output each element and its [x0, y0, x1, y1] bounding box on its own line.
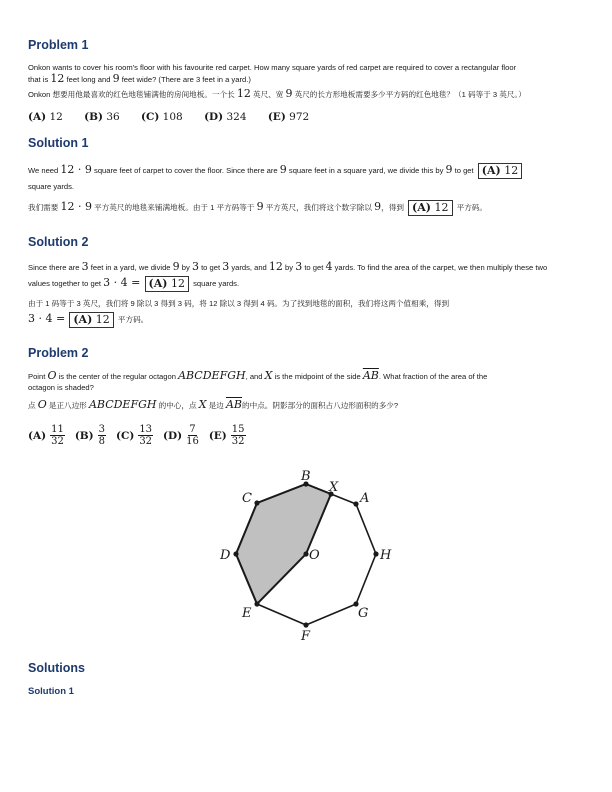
- choice-c: (C) $\frac{13}{32}$: [116, 424, 153, 447]
- octagon-figure: [200, 460, 410, 645]
- choice-d: (D) $\frac{7}{16}$: [163, 424, 199, 447]
- label-H: H: [380, 548, 392, 563]
- solution-1-answer-box: (A) 12: [478, 163, 522, 179]
- label-C: C: [242, 491, 252, 506]
- choice-b: (B) $\frac{3}{8}$: [74, 424, 106, 447]
- label-F: F: [301, 629, 311, 644]
- label-B: B: [301, 469, 311, 484]
- choice-c: (C) 108: [141, 111, 183, 123]
- solution-1-heading: Solution 1: [28, 136, 89, 150]
- problem-2-choices: [28, 424, 256, 447]
- problem-1-heading: Problem 1: [28, 38, 89, 52]
- solution-1-text-en: We need 12 · 9 square feet of carpet to cover the floor. Since there are 9 square feet in a square yard, we divide this by 9 to get (A) 12 square yards.: [28, 162, 588, 195]
- solutions-subheading: Solution 1: [28, 686, 74, 697]
- solutions-heading: Solutions: [28, 661, 85, 675]
- label-X: X: [329, 480, 339, 495]
- problem-2-text-en: Point O is the center of the regular octagon ABCDEFGH, and X is the midpoint of the side $\overline{AB}$. What fraction of the area of the octagon is shaded?: [28, 369, 488, 392]
- problem-1-text-zh: Onkon 想要用他最喜欢的红色地毯铺满他的房间地板。一个长 12 英尺、宽 9 英尺的长方形地板需要多少平方码的红色地毯？（1 码等于 3 英尺。）: [28, 87, 526, 100]
- problem-2-text-zh: 点 O 是正八边形 ABCDEFGH 的中心，点 X 是边 $\overline{AB}$的中点。阴影部分的面积占八边形面积的多少?: [28, 398, 399, 411]
- problem-2-heading: Problem 2: [28, 346, 89, 360]
- label-E: E: [242, 606, 252, 621]
- label-D: D: [220, 548, 231, 563]
- label-A: A: [360, 491, 370, 506]
- solution-1-text-zh: 我们需要 12 · 9 平方英尺的地毯来铺满地板。由于 1 平方码等于 9 平方英尺，我们将这个数字除以 9，得到 (A) 12 平方码。: [28, 200, 487, 214]
- choice-a: (A) $\frac{11}{32}$: [28, 424, 64, 447]
- label-O: O: [309, 548, 320, 563]
- solution-1-answer-box-zh: (A) 12: [408, 200, 452, 216]
- problem-1-text-en: Onkon wants to cover his room's floor with his favourite red carpet. How many square yards of red carpet are required to cover a rectangular floor that is 12 feet long and 9 feet wide? (There are 3 feet in a yard.): [28, 63, 517, 85]
- problem-1-choices: [28, 111, 327, 123]
- choice-a: (A) 12: [28, 111, 63, 123]
- solution-2-text-en: Since there are 3 feet in a yard, we divide 9 by 3 to get 3 yards, and 12 by 3 to get 4 yards. To find the area of the carpet, we then multiply these two values together to get 3 · 4 = (A) 12 square yards.: [28, 260, 548, 290]
- label-G: G: [358, 606, 369, 621]
- solution-2-answer-box-zh: (A) 12: [69, 312, 113, 328]
- solution-2-heading: Solution 2: [28, 235, 89, 249]
- choice-e: (E) 972: [267, 111, 310, 123]
- solution-2-text-zh: 由于 1 码等于 3 英尺，我们将 9 除以 3 得到 3 码，将 12 除以 3 得到 4 码。为了找到地毯的面积，我们将这两个值相乘，得到 3 · 4 = (A) 12 平方码。: [28, 299, 450, 326]
- choice-e: (E) $\frac{15}{32}$: [208, 424, 245, 447]
- choice-b: (B) 36: [84, 111, 120, 123]
- solution-2-answer-box: (A) 12: [145, 276, 189, 292]
- choice-d: (D) 324: [204, 111, 247, 123]
